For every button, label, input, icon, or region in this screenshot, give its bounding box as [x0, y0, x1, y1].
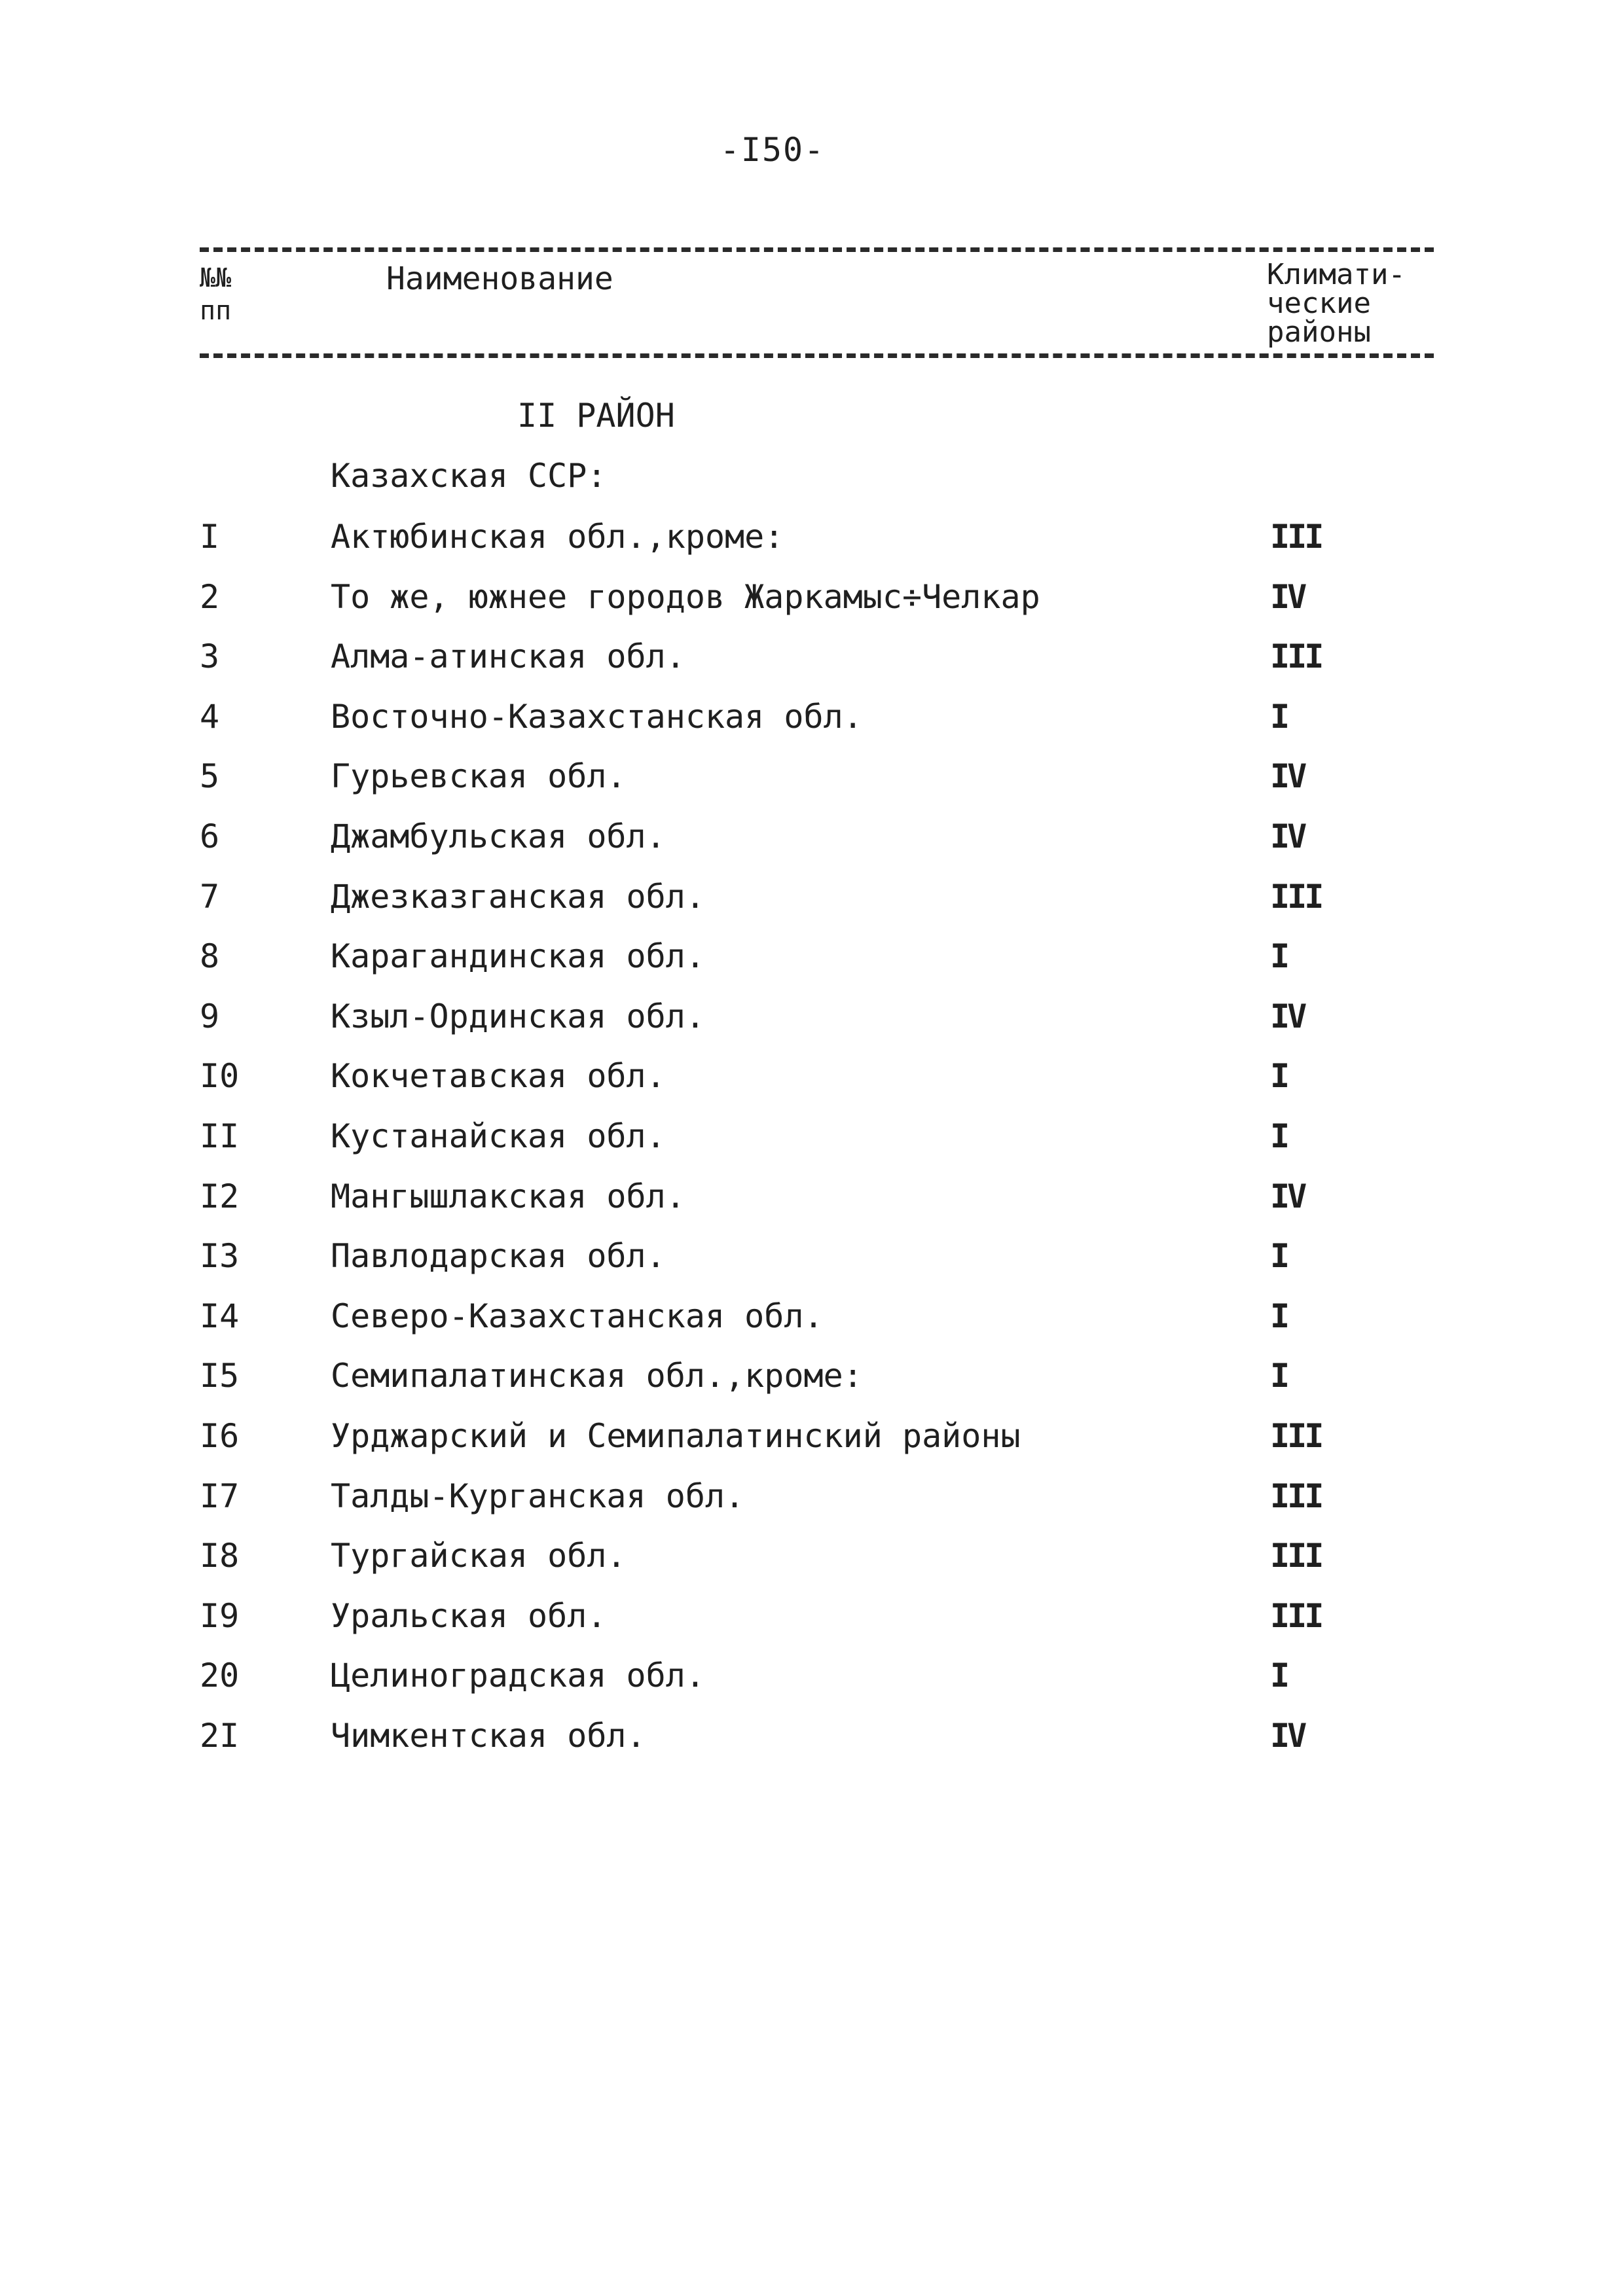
row-climate-zone: IV [1270, 997, 1305, 1035]
row-name: Чимкентская обл. [331, 1717, 646, 1755]
row-number: 20 [200, 1657, 240, 1695]
table-row [0, 1356, 1623, 1402]
row-name: Джезказганская обл. [331, 878, 705, 916]
column-header-climate-line3: районы [1267, 315, 1371, 349]
header-top-rule [200, 247, 1434, 252]
table-row [0, 997, 1623, 1043]
row-climate-zone: III [1270, 1537, 1322, 1575]
table-row [0, 1236, 1623, 1282]
row-climate-zone: IV [1270, 817, 1305, 855]
column-header-climate [1267, 260, 1437, 347]
row-climate-zone: I [1270, 1357, 1288, 1395]
section-title: II РАЙОН [517, 397, 675, 435]
row-name: Мангышлакская обл. [331, 1177, 685, 1215]
row-name: Актюбинская обл.,кроме: [331, 518, 784, 556]
table-row [0, 697, 1623, 743]
row-climate-zone: III [1270, 878, 1322, 916]
row-climate-zone: I [1270, 1057, 1288, 1095]
row-climate-zone: III [1270, 1597, 1322, 1635]
column-header-number-line2: пп [200, 296, 232, 326]
header-bottom-rule [200, 353, 1434, 358]
row-number: 9 [200, 997, 220, 1035]
row-name: Кзыл-Ординская обл. [331, 997, 705, 1035]
row-climate-zone: I [1270, 937, 1288, 975]
row-number: 5 [200, 757, 220, 795]
row-name: Семипалатинская обл.,кроме: [331, 1357, 863, 1395]
row-climate-zone: IV [1270, 578, 1305, 616]
row-number: I5 [200, 1357, 240, 1395]
region-title: Казахская ССР: [331, 457, 607, 495]
row-climate-zone: I [1270, 1297, 1288, 1335]
row-number: 8 [200, 937, 220, 975]
table-row [0, 637, 1623, 683]
row-number: I8 [200, 1537, 240, 1575]
table-row [0, 517, 1623, 563]
page-number: -I50- [720, 131, 826, 169]
row-name: Тургайская обл. [331, 1537, 627, 1575]
table-row [0, 1056, 1623, 1102]
row-name: Талды-Курганская обл. [331, 1477, 745, 1515]
column-header-climate-line1: Климати- [1267, 258, 1406, 291]
table-row [0, 1596, 1623, 1642]
row-name: Джамбульская обл. [331, 817, 666, 855]
row-name: Карагандинская обл. [331, 937, 705, 975]
row-name: Алма-атинская обл. [331, 637, 685, 675]
row-climate-zone: I [1270, 1237, 1288, 1275]
row-number: 4 [200, 698, 220, 736]
table-row [0, 1716, 1623, 1762]
row-number: I7 [200, 1477, 240, 1515]
row-name: Уральская обл. [331, 1597, 607, 1635]
row-number: 2 [200, 578, 220, 616]
table-row [0, 877, 1623, 923]
row-number: 6 [200, 817, 220, 855]
row-number: I3 [200, 1237, 240, 1275]
row-climate-zone: III [1270, 1417, 1322, 1455]
table-row [0, 817, 1623, 863]
row-number: I6 [200, 1417, 240, 1455]
row-name: Северо-Казахстанская обл. [331, 1297, 824, 1335]
row-name: Целиноградская обл. [331, 1657, 705, 1695]
row-number: 3 [200, 637, 220, 675]
row-climate-zone: IV [1270, 1177, 1305, 1215]
table-row [0, 1536, 1623, 1582]
table-row [0, 1416, 1623, 1462]
row-name: То же, южнее городов Жаркамыс÷Челкар [331, 578, 1040, 616]
table-row [0, 1656, 1623, 1702]
table-row [0, 1477, 1623, 1522]
row-climate-zone: III [1270, 518, 1322, 556]
row-name: Павлодарская обл. [331, 1237, 666, 1275]
row-climate-zone: III [1270, 637, 1322, 675]
table-row [0, 1297, 1623, 1342]
column-header-number [200, 262, 278, 327]
column-header-number-line1: №№ [200, 263, 232, 293]
column-header-name: Наименование [386, 260, 613, 297]
row-number: 2I [200, 1717, 240, 1755]
row-number: II [200, 1117, 240, 1155]
row-number: I0 [200, 1057, 240, 1095]
row-climate-zone: IV [1270, 757, 1305, 795]
row-climate-zone: I [1270, 1117, 1288, 1155]
row-number: I [200, 518, 220, 556]
row-number: I2 [200, 1177, 240, 1215]
column-header-climate-line2: ческие [1267, 287, 1371, 320]
row-number: I4 [200, 1297, 240, 1335]
row-name: Кустанайская обл. [331, 1117, 666, 1155]
table-row [0, 937, 1623, 982]
row-name: Гурьевская обл. [331, 757, 627, 795]
row-name: Урджарский и Семипалатинский районы [331, 1417, 1021, 1455]
row-name: Восточно-Казахстанская обл. [331, 698, 863, 736]
table-row [0, 577, 1623, 623]
table-row [0, 1117, 1623, 1162]
row-climate-zone: I [1270, 698, 1288, 736]
table-row [0, 1177, 1623, 1223]
table-row [0, 757, 1623, 802]
row-climate-zone: I [1270, 1657, 1288, 1695]
row-number: 7 [200, 878, 220, 916]
row-climate-zone: IV [1270, 1717, 1305, 1755]
row-number: I9 [200, 1597, 240, 1635]
row-name: Кокчетавская обл. [331, 1057, 666, 1095]
row-climate-zone: III [1270, 1477, 1322, 1515]
